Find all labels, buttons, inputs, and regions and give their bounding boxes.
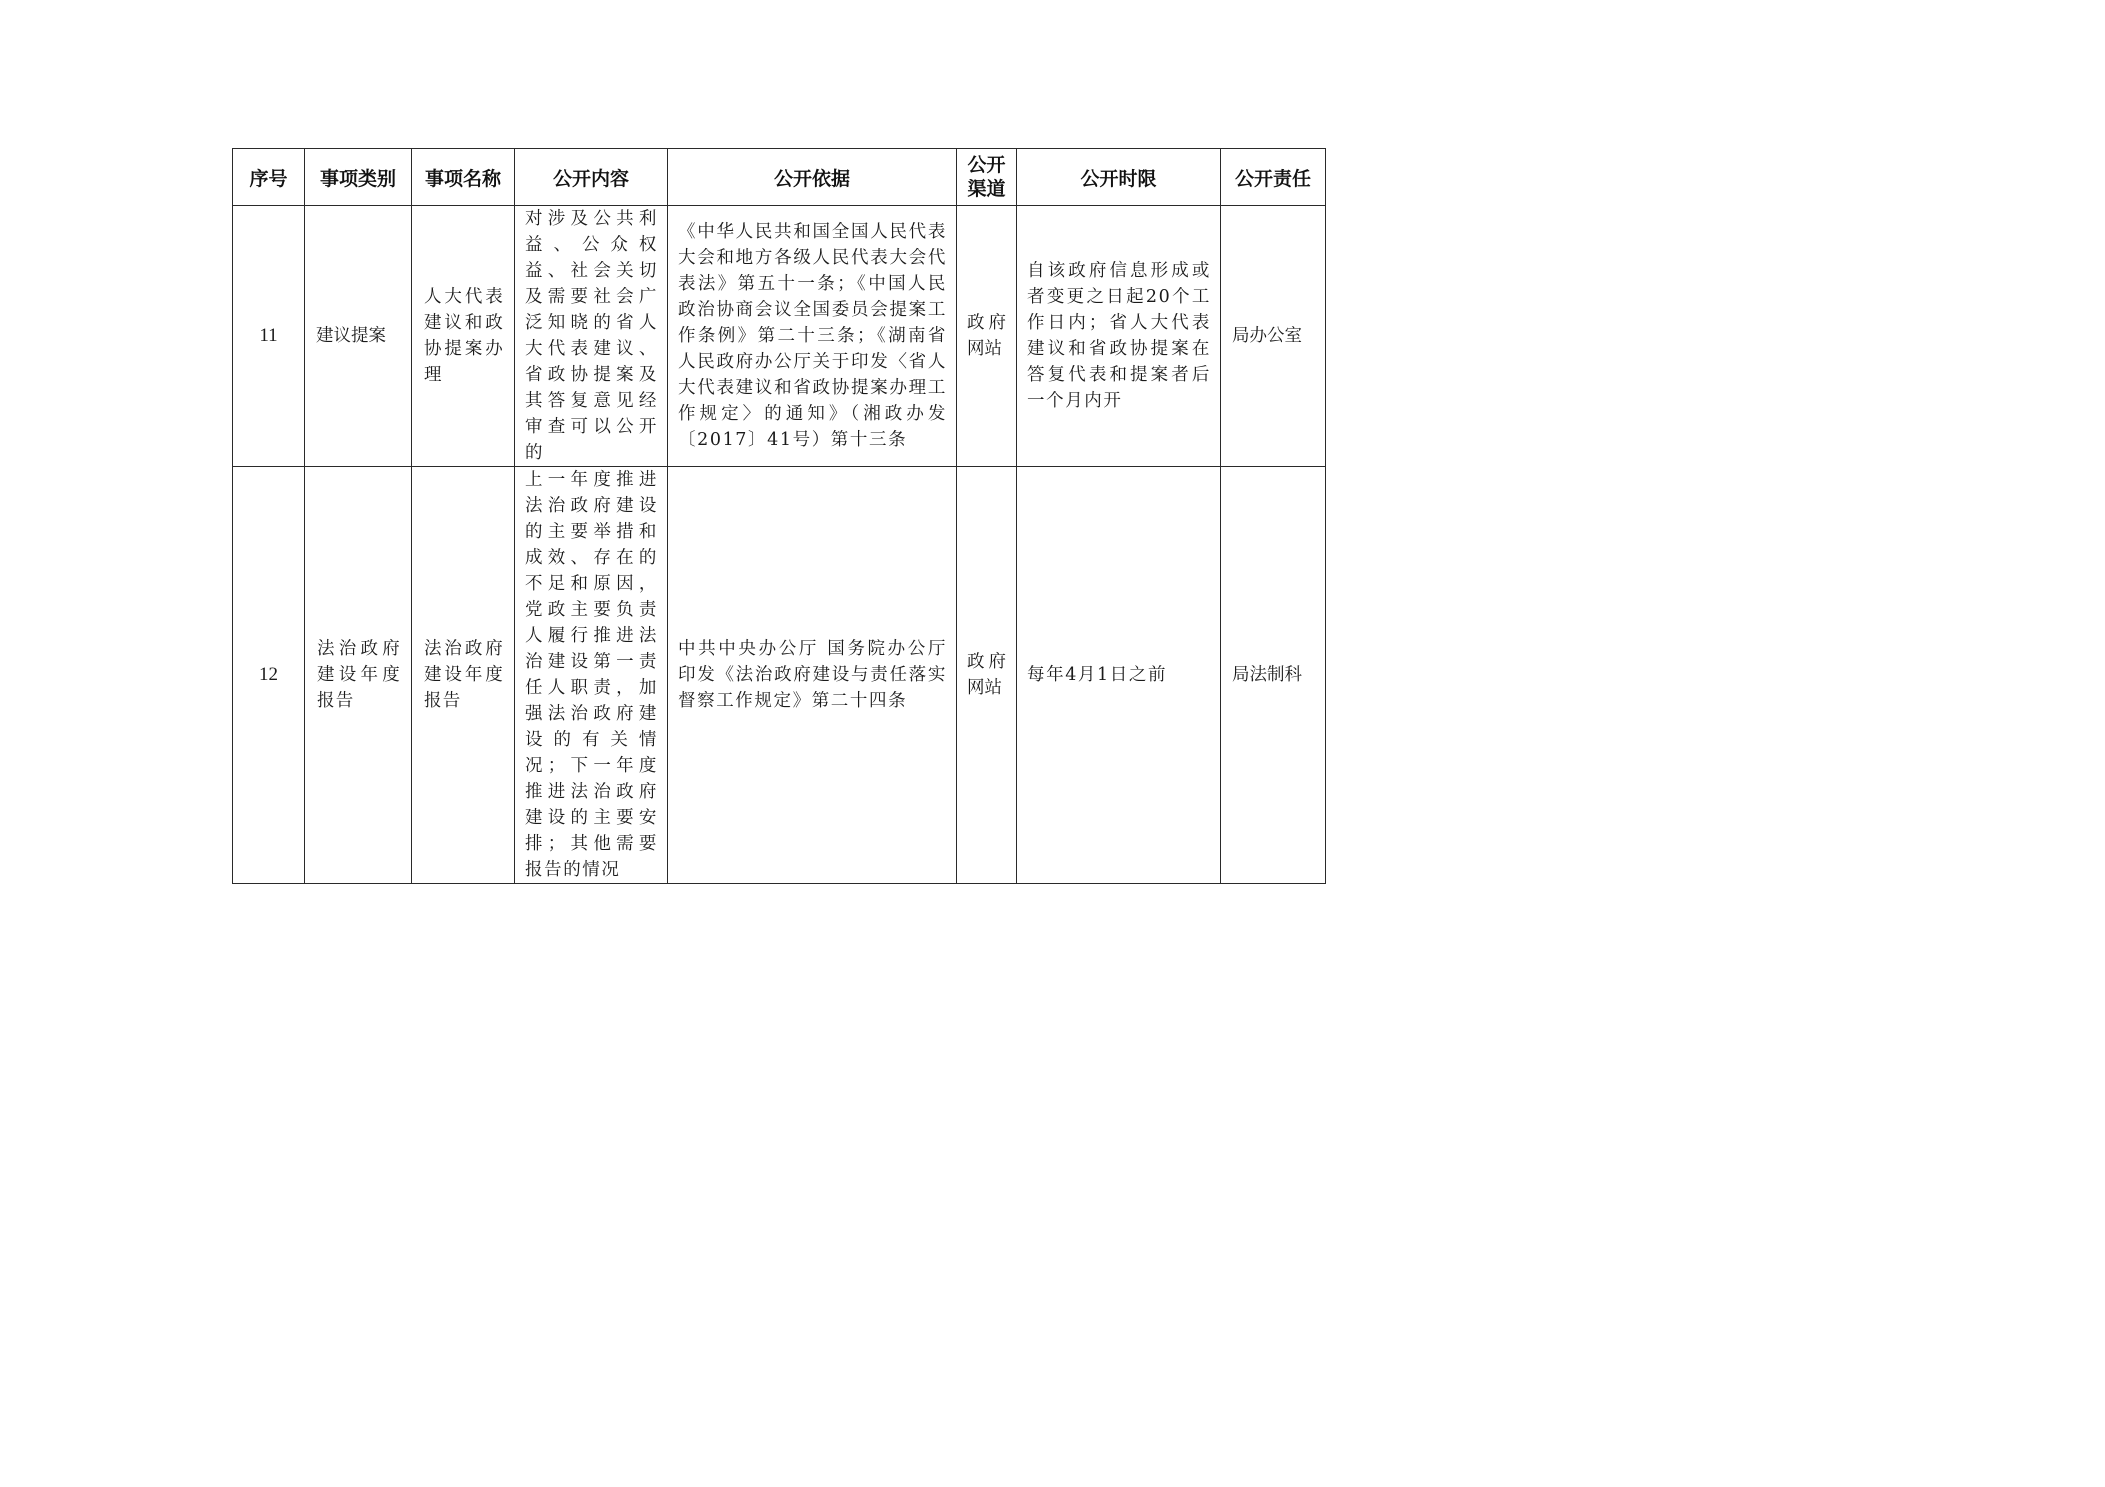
header-time-limit: 公开时限 (1017, 149, 1221, 206)
row-time-limit (1017, 467, 1221, 884)
row-category-text: 建议提案 (316, 326, 386, 346)
row-basis-text: 《中华人民共和国全国人民代表大会和地方各级人民代表大会代表法》第五十一条；《中国人民政治协商会议全国委员会提案工作条例》第二十三条；《湖南省人民政府办公厅关于印发〈省人大代表建议和省政协提案办理工作规定〉的通知》（湘政办发〔2017〕41号）第十三条 (678, 222, 947, 450)
row-responsibility (1221, 467, 1326, 884)
row-category (305, 467, 412, 884)
row-responsibility (1221, 206, 1326, 467)
row-seq: 11 (233, 206, 305, 467)
row-category (305, 206, 412, 467)
row-category-text: 法治政府建设年度报告 (317, 639, 401, 711)
row-responsibility-text: 局法制科 (1232, 665, 1302, 685)
header-channel: 公开渠道 (957, 149, 1017, 206)
table-row (233, 206, 1326, 467)
header-name: 事项名称 (412, 149, 515, 206)
row-name (412, 206, 515, 467)
header-responsibility: 公开责任 (1221, 149, 1326, 206)
header-seq: 序号 (233, 149, 305, 206)
row-name-text: 法治政府建设年度报告 (424, 639, 504, 711)
row-basis-text: 中共中央办公厅 国务院办公厅印发《法治政府建设与责任落实督察工作规定》第二十四条 (678, 639, 947, 711)
row-responsibility-text: 局办公室 (1232, 326, 1302, 346)
row-time-limit-text: 自该政府信息形成或者变更之日起20个工作日内；省人大代表建议和省政协提案在答复代表和提案者后一个月内开 (1027, 261, 1211, 411)
row-basis (668, 467, 957, 884)
row-time-limit (1017, 206, 1221, 467)
row-channel (957, 206, 1017, 467)
row-channel (957, 467, 1017, 884)
row-channel-text: 政府网站 (967, 652, 1006, 698)
row-name (412, 467, 515, 884)
table-header (233, 149, 1326, 206)
row-basis (668, 206, 957, 467)
row-content (515, 206, 668, 467)
row-name-text: 人大代表建议和政协提案办理 (424, 287, 504, 385)
row-seq: 12 (233, 467, 305, 884)
row-content-text: 对涉及公共利益、公众权益、社会关切及需要社会广泛知晓的省人大代表建议、省政协提案及其答复意见经审查可以公开的 (525, 209, 658, 463)
row-channel-text: 政府网站 (967, 313, 1006, 359)
header-category: 事项类别 (305, 149, 412, 206)
row-content (515, 467, 668, 884)
header-basis: 公开依据 (668, 149, 957, 206)
row-time-limit-text: 每年4月1日之前 (1027, 665, 1168, 685)
disclosure-table (232, 148, 1326, 884)
header-content: 公开内容 (515, 149, 668, 206)
row-content-text: 上一年度推进法治政府建设的主要举措和成效、存在的不足和原因，党政主要负责人履行推进法治建设第一责任人职责，加强法治政府建设的有关情况；下一年度推进法治政府建设的主要安排；其他需要报告的情况 (525, 470, 658, 880)
table-row (233, 467, 1326, 884)
